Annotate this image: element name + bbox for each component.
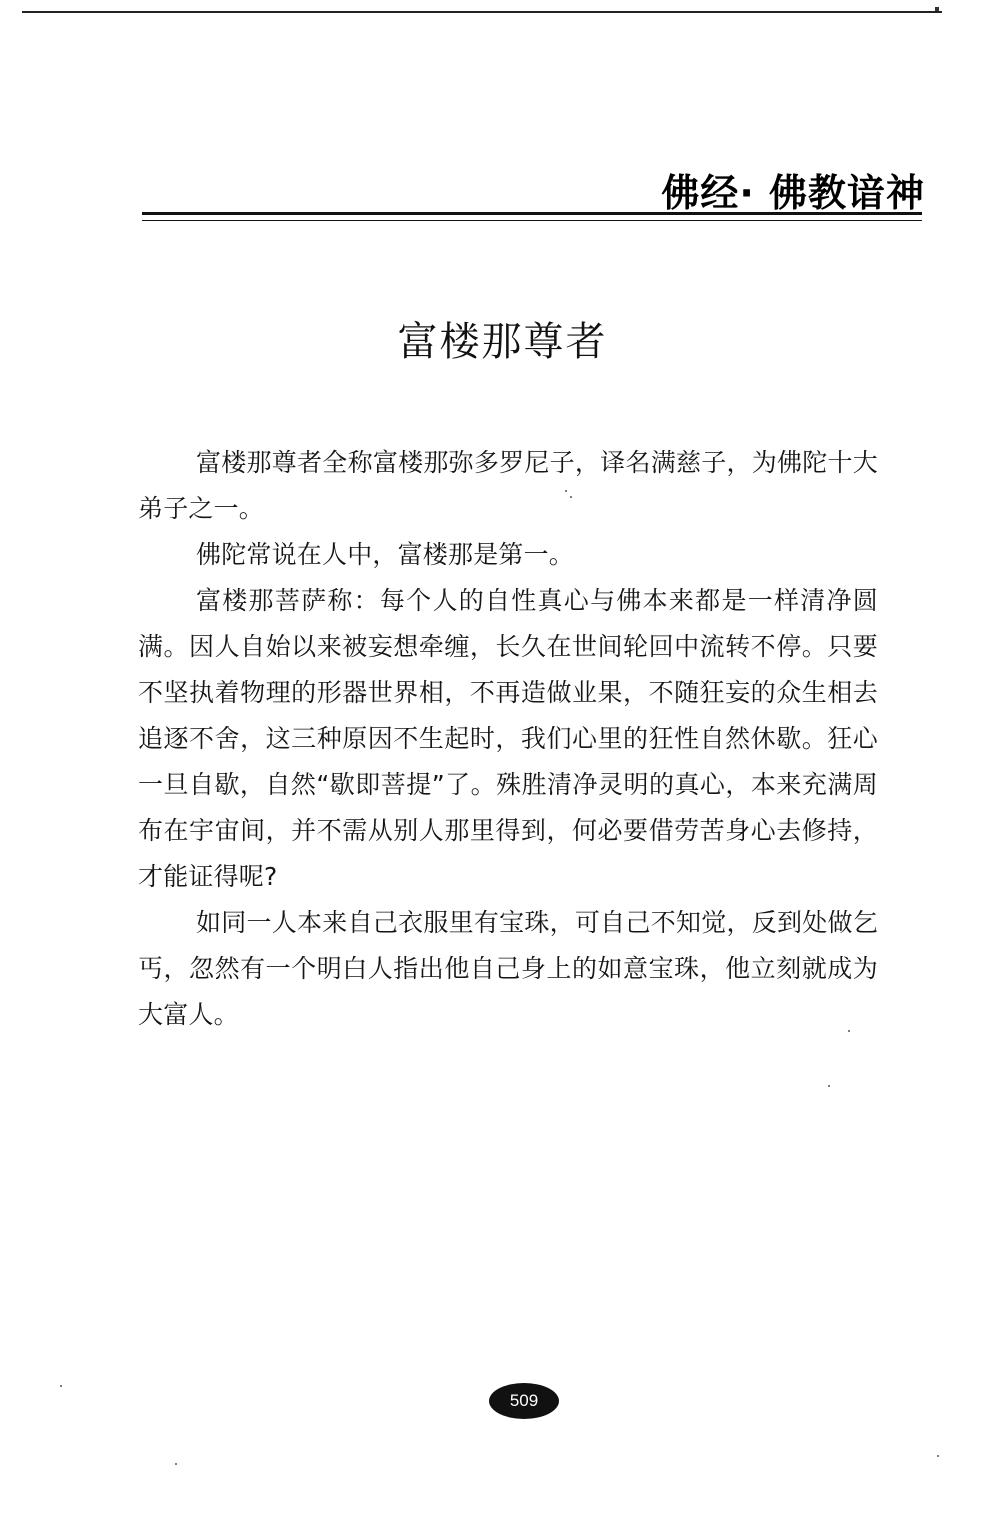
paragraph: 富楼那尊者全称富楼那弥多罗尼子，译名满慈子，为佛陀十大弟子之一。 xyxy=(138,448,878,523)
scan-speck xyxy=(565,490,567,492)
header-rule-thick xyxy=(142,212,922,215)
scan-speck xyxy=(175,1463,177,1465)
scan-speck xyxy=(828,1085,830,1087)
paragraph: 富楼那菩萨称：每个人的自性真心与佛本来都是一样清净圆满。因人自始以来被妄想牵缠，长久在世间轮回中流转不停。只要不坚执着物理的形器世界相，不再造做业果，不随狂妄的众生相去追逐不舍，这三种原因不生起时，我们心里的狂性自然休歇。狂心一旦自歇，自然“歇即菩提”了。殊胜清净灵明的真心，本来充满周布在宇宙间，并不需从别人那里得到，何必要借劳苦身心去修持，才能证得呢? xyxy=(138,586,878,891)
article-title: 富楼那尊者 xyxy=(397,319,608,365)
page-number-badge: 509 xyxy=(489,1383,559,1419)
paragraph: 佛陀常说在人中，富楼那是第一。 xyxy=(196,540,575,569)
running-header: 佛经· 佛教谙神 xyxy=(661,171,925,215)
scan-speck xyxy=(848,1030,850,1032)
scan-speck xyxy=(60,1385,62,1387)
scan-speck xyxy=(937,1455,939,1457)
article-body xyxy=(138,440,878,1038)
scan-speck xyxy=(570,496,572,498)
paragraph: 如同一人本来自己衣服里有宝珠，可自己不知觉，反到处做乞丐，忽然有一个明白人指出他自己身上的如意宝珠，他立刻就成为大富人。 xyxy=(138,908,878,1029)
scan-mark xyxy=(935,7,939,11)
top-border-rule xyxy=(22,11,942,13)
header-rule-thin xyxy=(142,220,922,221)
